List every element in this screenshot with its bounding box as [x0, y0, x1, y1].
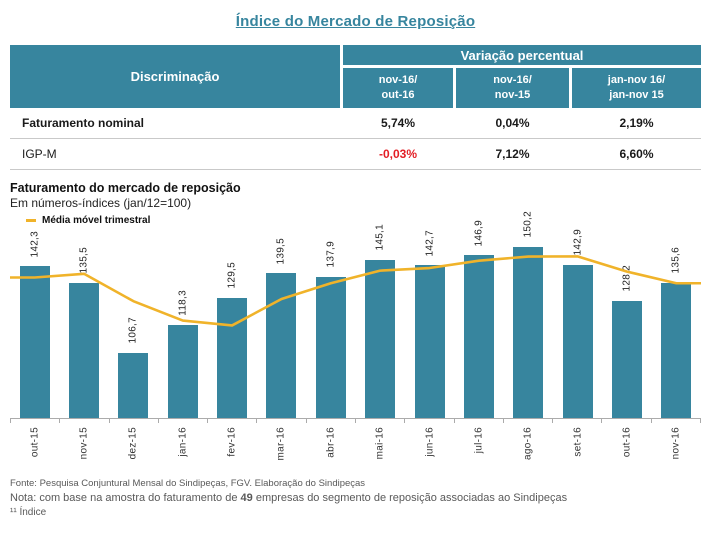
- x-axis-label-text: jun-16: [424, 427, 436, 457]
- bar-category: [405, 212, 454, 418]
- legend: [26, 215, 150, 226]
- bar-mai-16: [365, 260, 395, 419]
- bar-value-label: [325, 241, 336, 273]
- x-axis-label-text: mai-16: [374, 427, 386, 460]
- row-value: 6,60%: [619, 147, 654, 161]
- x-axis-label-text: ago-16: [522, 427, 534, 460]
- sample-note: [10, 492, 701, 504]
- bar-category: [257, 212, 306, 418]
- x-axis-label: [375, 427, 386, 464]
- bar-value-label: [621, 265, 632, 297]
- bar-category: [602, 212, 651, 418]
- footnote: [10, 507, 701, 518]
- bar-mar-16: [266, 273, 296, 418]
- bar-value-text: 137,9: [325, 241, 337, 268]
- x-axis-label: [227, 427, 238, 462]
- x-axis-label: [177, 427, 188, 462]
- bar-value-text: 128,2: [621, 265, 633, 292]
- chart-title: Faturamento do mercado de reposição: [10, 181, 241, 195]
- bar-jul-16: [464, 255, 494, 418]
- chart-section: [10, 181, 701, 473]
- bar-category: [356, 212, 405, 418]
- bar-set-16: [563, 265, 593, 418]
- subheader-line: nov-16/: [493, 73, 532, 86]
- bar-value-text: 145,1: [374, 223, 386, 251]
- legend-label: Média móvel trimestral: [42, 215, 151, 226]
- x-axis-label: [572, 427, 583, 462]
- x-category: [306, 423, 355, 473]
- x-category: [504, 423, 553, 473]
- chart-subtitle: Em números-índices (jan/12=100): [10, 196, 192, 210]
- bar-jan-16: [168, 325, 198, 418]
- x-axis-label: [621, 427, 632, 462]
- x-category: [454, 423, 503, 473]
- bar-category: [553, 212, 602, 418]
- bar-value-label: [424, 230, 435, 262]
- x-axis-label-text: nov-16: [670, 427, 682, 460]
- x-axis-label-text: out-15: [29, 427, 41, 458]
- row-label: IGP-M: [22, 147, 57, 161]
- x-axis-labels: [10, 423, 701, 473]
- x-category: [10, 423, 59, 473]
- bar-value-label: [177, 290, 188, 321]
- bar-value-text: 146,9: [473, 219, 485, 247]
- bar-category: [306, 212, 355, 418]
- row-label: Faturamento nominal: [22, 116, 145, 130]
- table-row-igpm: [10, 139, 701, 170]
- row-value: 0,04%: [495, 116, 530, 130]
- note-text: empresas do segmento de reposição associadas ao Sindipeças: [252, 492, 568, 504]
- x-axis-label-text: out-16: [621, 427, 633, 458]
- bar-value-text: 129,5: [226, 261, 238, 289]
- bar-value-text: 142,9: [572, 229, 584, 256]
- bars-container: [10, 212, 701, 418]
- footnote-text: Índice: [19, 507, 47, 518]
- table-header: [10, 45, 701, 108]
- x-category: [652, 423, 701, 473]
- subheader-line: nov-16/: [378, 73, 418, 86]
- x-category: [405, 423, 454, 473]
- subheader-line: nov-15: [494, 89, 531, 101]
- bar-out-16: [612, 301, 642, 418]
- bar-nov-16: [661, 283, 691, 418]
- row-value-negative: -0,03%: [378, 147, 418, 161]
- footnote-marker: ¹¹: [10, 507, 17, 518]
- table-row-faturamento-nominal: [10, 108, 701, 139]
- bar-category: [10, 212, 59, 418]
- bar-value-text: 139,5: [275, 237, 287, 265]
- bar-category: [454, 212, 503, 418]
- bar-value-label: [276, 238, 287, 270]
- subheader-line: jan-nov 15: [609, 89, 664, 101]
- x-axis-label: [473, 427, 484, 458]
- bar-value-label: [473, 220, 484, 252]
- bar-value-label: [572, 229, 583, 261]
- x-axis-label-text: jan-16: [177, 427, 189, 457]
- page-title: Índice do Mercado de Reposição: [235, 13, 476, 30]
- x-category: [553, 423, 602, 473]
- x-category: [257, 423, 306, 473]
- line-legend-marker-icon: [26, 219, 36, 222]
- x-category: [158, 423, 207, 473]
- x-axis-label: [325, 427, 336, 463]
- subheader-line: out-16: [381, 89, 415, 101]
- x-category: [356, 423, 405, 473]
- bar-category: [158, 212, 207, 418]
- row-value: 5,74%: [380, 116, 416, 130]
- bar-ago-16: [513, 247, 543, 418]
- x-category: [602, 423, 651, 473]
- table-subheader-nov16-out16: [343, 68, 453, 108]
- x-axis-label-text: mar-16: [275, 427, 287, 461]
- row-value: 7,12%: [495, 147, 530, 161]
- bar-value-text: 142,3: [29, 230, 41, 258]
- bar-value-label: [29, 231, 40, 263]
- x-axis-label: [29, 427, 40, 462]
- bar-value-text: 135,6: [670, 247, 682, 274]
- bar-value-label: [671, 247, 682, 279]
- bar-out-15: [20, 266, 50, 418]
- bar-value-text: 106,7: [127, 317, 139, 344]
- table-header-variacao-percentual: Variação percentual: [343, 45, 701, 65]
- x-axis-label: [523, 427, 534, 465]
- x-axis-label-text: nov-15: [78, 427, 90, 460]
- bar-nov-15: [69, 283, 99, 418]
- bar-value-text: 142,7: [424, 229, 436, 257]
- table-subheader-nov16-nov15: [456, 68, 569, 108]
- x-axis-label-text: abr-16: [325, 427, 337, 458]
- plot-area: [10, 212, 701, 419]
- bar-abr-16: [316, 277, 346, 418]
- bar-category: [207, 212, 256, 418]
- x-axis-label: [79, 427, 90, 464]
- row-value: 2,19%: [619, 116, 654, 130]
- bar-value-text: 150,2: [522, 211, 534, 238]
- bar-category: [109, 212, 158, 418]
- bar-value-label: [523, 211, 534, 243]
- bar-value-label: [375, 224, 386, 256]
- note-text: Nota: com base na amostra do faturamento de: [10, 492, 241, 504]
- x-axis-label-text: set-16: [572, 427, 584, 457]
- x-axis-label-text: fev-16: [226, 427, 238, 457]
- note-count: 49: [240, 492, 253, 504]
- bar-category: [504, 212, 553, 418]
- source-note: Fonte: Pesquisa Conjuntural Mensal do Sindipeças, FGV. Elaboração do Sindipeças: [10, 478, 366, 489]
- bar-category: [59, 212, 108, 418]
- bar-category: [652, 212, 701, 418]
- bar-fev-16: [217, 298, 247, 419]
- x-axis-label-text: dez-15: [127, 427, 139, 460]
- bar-value-label: [227, 262, 238, 294]
- bar-value-label: [128, 317, 139, 349]
- x-axis-label: [128, 427, 139, 464]
- x-category: [109, 423, 158, 473]
- x-category: [207, 423, 256, 473]
- footer: [10, 478, 701, 518]
- table-header-discriminacao: Discriminação: [10, 45, 340, 108]
- bar-jun-16: [415, 265, 445, 418]
- table-subheader-jannov: [572, 68, 701, 108]
- report-page: [0, 13, 711, 518]
- bar-value-text: 118,3: [177, 289, 189, 316]
- bar-value-label: [79, 247, 90, 279]
- x-category: [59, 423, 108, 473]
- bar-value-text: 135,5: [78, 247, 90, 274]
- x-axis-label: [276, 427, 287, 465]
- subheader-line: jan-nov 16/: [607, 73, 666, 86]
- x-axis-label-text: jul-16: [473, 427, 485, 454]
- variation-table: [10, 45, 701, 170]
- bar-dez-15: [118, 353, 148, 418]
- x-axis-label: [671, 427, 682, 464]
- x-axis-label: [424, 427, 435, 462]
